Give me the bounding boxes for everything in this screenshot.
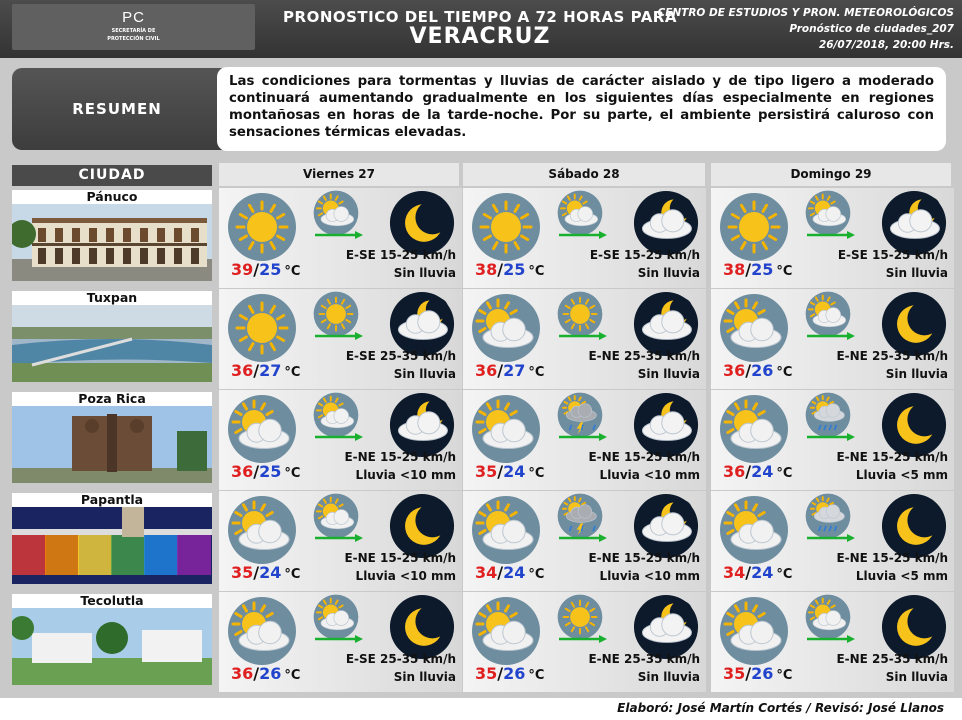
rain-forecast: Lluvia <10 mm	[355, 468, 456, 482]
temperature: 35/24 °C	[475, 462, 545, 481]
temp-unit: °C	[528, 668, 545, 683]
wind-forecast: E-SE 15-25 km/h	[345, 248, 456, 262]
temperature: 36/26 °C	[231, 664, 301, 683]
temp-max: 34	[475, 563, 498, 582]
header-info	[658, 5, 954, 53]
rain-forecast: Sin lluvia	[885, 266, 948, 280]
temp-min: 24	[751, 462, 774, 481]
temp-min: 26	[751, 664, 774, 683]
temp-unit: °C	[284, 264, 301, 279]
city-name: Papantla	[12, 493, 212, 507]
wind-forecast: E-SE 25-35 km/h	[345, 652, 456, 666]
forecast-cell	[219, 390, 462, 490]
moon-icon	[389, 493, 455, 559]
temp-min: 27	[503, 361, 526, 380]
temp-min: 24	[259, 563, 282, 582]
temp-min: 24	[503, 462, 526, 481]
wind-arrow-icon	[559, 332, 607, 340]
credits: Elaboró: José Martín Cortés / Revisó: José Llanos	[617, 701, 944, 715]
rain-forecast: Lluvia <5 mm	[855, 569, 948, 583]
sun-cloud-icon	[471, 596, 541, 666]
temp-unit: °C	[284, 365, 301, 380]
sun-cloud-icon	[557, 190, 605, 234]
page-title	[260, 8, 700, 48]
temp-max: 36	[475, 361, 498, 380]
sun-cloud-icon	[313, 594, 361, 638]
issue-datetime: 26/07/2018, 20:00 Hrs.	[818, 39, 954, 51]
day-header-3: Domingo 29	[711, 163, 951, 186]
temperature: 36/26 °C	[723, 361, 793, 380]
temp-max: 35	[723, 664, 746, 683]
temp-min: 24	[751, 563, 774, 582]
logo-text: PC	[122, 9, 145, 26]
temp-unit: °C	[776, 365, 793, 380]
temp-unit: °C	[528, 365, 545, 380]
moon-cloud-icon	[633, 493, 699, 559]
footer	[0, 698, 962, 720]
wind-arrow-icon	[807, 534, 855, 542]
temperature: 36/27 °C	[231, 361, 301, 380]
sun-cloud-icon	[805, 291, 853, 335]
wind-forecast: E-SE 15-25 km/h	[589, 248, 700, 262]
forecast-cell	[219, 289, 462, 389]
sun-icon	[557, 594, 605, 638]
wind-arrow-icon	[315, 433, 363, 441]
wind-arrow-icon	[807, 231, 855, 239]
temperature: 35/26 °C	[723, 664, 793, 683]
wind-forecast: E-NE 15-25 km/h	[836, 450, 948, 464]
day-header-1: Viernes 27	[219, 163, 459, 186]
sun-cloud-icon	[471, 293, 541, 363]
rain-forecast: Sin lluvia	[393, 266, 456, 280]
resumen-text: Las condiciones para tormentas y lluvias de carácter aislado y de tipo ligero a moderado continuará aumentando gradualmente en los siguientes días especialmente en regiones montañosas en horas de la tarde-noche. Por su parte, el ambiente persistirá caluroso con sensaciones térmicas elevadas.	[217, 67, 946, 151]
wind-forecast: E-NE 25-35 km/h	[588, 652, 700, 666]
forecast-cell	[219, 188, 462, 288]
resumen-label: RESUMEN	[12, 68, 222, 150]
forecast-cell	[463, 491, 706, 591]
moon-icon	[881, 392, 947, 458]
sun-cloud-icon	[805, 190, 853, 234]
wind-arrow-icon	[315, 534, 363, 542]
temp-unit: °C	[776, 466, 793, 481]
rain-forecast: Lluvia <10 mm	[599, 468, 700, 482]
city-name: Pánuco	[12, 190, 212, 204]
rain-forecast: Sin lluvia	[393, 670, 456, 684]
forecast-cell	[711, 188, 954, 288]
pc-logo	[12, 4, 255, 50]
wind-arrow-icon	[807, 635, 855, 643]
temp-min: 25	[259, 260, 282, 279]
sun-cloud-icon	[227, 394, 297, 464]
city-name: Tecolutla	[12, 594, 212, 608]
sun-cloud-icon	[227, 495, 297, 565]
rain-forecast: Lluvia <5 mm	[855, 468, 948, 482]
sun-icon	[719, 192, 789, 262]
rain-forecast: Sin lluvia	[637, 266, 700, 280]
city-row	[0, 188, 962, 288]
sun-cloud-icon	[471, 495, 541, 565]
sun-cloud-icon	[805, 594, 853, 638]
sun-cloud-icon	[719, 495, 789, 565]
forecast-cell	[219, 592, 462, 692]
header-bar	[0, 0, 962, 58]
temperature: 36/24 °C	[723, 462, 793, 481]
city-row	[0, 289, 962, 389]
temp-unit: °C	[776, 567, 793, 582]
sun-icon	[557, 291, 605, 335]
city-photo	[12, 608, 212, 685]
sun-cloud-icon	[227, 596, 297, 666]
city-photo	[12, 406, 212, 483]
moon-icon	[881, 291, 947, 357]
temp-max: 35	[475, 462, 498, 481]
wind-arrow-icon	[559, 534, 607, 542]
city-photo	[12, 204, 212, 281]
moon-cloud-icon	[389, 392, 455, 458]
temp-min: 26	[751, 361, 774, 380]
temperature: 36/25 °C	[231, 462, 301, 481]
forecast-cell	[711, 491, 954, 591]
moon-cloud-icon	[633, 291, 699, 357]
city-column-header: CIUDAD	[12, 165, 212, 186]
temp-max: 36	[231, 462, 254, 481]
wind-forecast: E-NE 15-25 km/h	[588, 450, 700, 464]
temp-max: 36	[231, 361, 254, 380]
storm-icon	[557, 493, 605, 537]
wind-forecast: E-NE 15-25 km/h	[344, 551, 456, 565]
temp-unit: °C	[284, 567, 301, 582]
sun-cloud-icon	[313, 392, 361, 436]
temperature: 34/24 °C	[723, 563, 793, 582]
temperature: 34/24 °C	[475, 563, 545, 582]
moon-icon	[389, 594, 455, 660]
temp-max: 36	[231, 664, 254, 683]
wind-arrow-icon	[807, 433, 855, 441]
temperature: 38/25 °C	[475, 260, 545, 279]
moon-icon	[881, 594, 947, 660]
wind-forecast: E-NE 15-25 km/h	[344, 450, 456, 464]
temp-min: 26	[503, 664, 526, 683]
forecast-cell	[711, 390, 954, 490]
temperature: 36/27 °C	[475, 361, 545, 380]
storm-icon	[557, 392, 605, 436]
temp-min: 24	[503, 563, 526, 582]
sun-cloud-icon	[719, 293, 789, 363]
moon-cloud-icon	[881, 190, 947, 256]
moon-icon	[389, 190, 455, 256]
city-row	[0, 491, 962, 591]
temperature: 35/24 °C	[231, 563, 301, 582]
temp-min: 25	[751, 260, 774, 279]
wind-arrow-icon	[559, 635, 607, 643]
rain-forecast: Sin lluvia	[637, 367, 700, 381]
temp-unit: °C	[776, 264, 793, 279]
forecast-cell	[463, 592, 706, 692]
forecast-cell	[463, 188, 706, 288]
day-header-2: Sábado 28	[463, 163, 705, 186]
forecast-cell	[711, 592, 954, 692]
temp-unit: °C	[284, 668, 301, 683]
temp-min: 25	[259, 462, 282, 481]
wind-forecast: E-NE 25-35 km/h	[588, 349, 700, 363]
temperature: 35/26 °C	[475, 664, 545, 683]
sun-icon	[471, 192, 541, 262]
rain-forecast: Sin lluvia	[393, 367, 456, 381]
temp-min: 26	[259, 664, 282, 683]
moon-cloud-icon	[389, 291, 455, 357]
temp-max: 38	[475, 260, 498, 279]
rain-forecast: Sin lluvia	[885, 670, 948, 684]
temp-max: 39	[231, 260, 254, 279]
moon-cloud-icon	[633, 594, 699, 660]
sun-cloud-icon	[471, 394, 541, 464]
forecast-cell	[711, 289, 954, 389]
city-row	[0, 390, 962, 490]
sun-cloud-icon	[719, 394, 789, 464]
forecast-cell	[463, 289, 706, 389]
temp-unit: °C	[284, 466, 301, 481]
sun-cloud-icon	[719, 596, 789, 666]
moon-icon	[881, 493, 947, 559]
temp-min: 25	[503, 260, 526, 279]
wind-forecast: E-NE 15-25 km/h	[588, 551, 700, 565]
wind-forecast: E-NE 25-35 km/h	[836, 349, 948, 363]
wind-arrow-icon	[559, 433, 607, 441]
temperature: 39/25 °C	[231, 260, 301, 279]
logo-subtitle-2: PROTECCIÓN CIVIL	[107, 36, 160, 42]
city-photo	[12, 507, 212, 584]
city-photo	[12, 305, 212, 382]
sun-icon	[313, 291, 361, 335]
agency-name: CENTRO DE ESTUDIOS Y PRON. METEOROLÓGICOS	[657, 7, 954, 19]
sun-icon	[227, 192, 297, 262]
city-row	[0, 592, 962, 692]
rain-icon	[805, 493, 853, 537]
logo-subtitle-1: SECRETARÍA DE	[111, 28, 156, 34]
bulletin-id: Pronóstico de ciudades_207	[789, 23, 954, 35]
temp-max: 36	[723, 361, 746, 380]
moon-cloud-icon	[633, 392, 699, 458]
sun-icon	[227, 293, 297, 363]
rain-forecast: Lluvia <10 mm	[355, 569, 456, 583]
rain-forecast: Lluvia <10 mm	[599, 569, 700, 583]
forecast-cell	[219, 491, 462, 591]
temp-unit: °C	[528, 264, 545, 279]
rain-forecast: Sin lluvia	[885, 367, 948, 381]
temperature: 38/25 °C	[723, 260, 793, 279]
wind-forecast: E-NE 25-35 km/h	[836, 652, 948, 666]
city-name: Poza Rica	[12, 392, 212, 406]
wind-forecast: E-NE 15-25 km/h	[836, 551, 948, 565]
temp-unit: °C	[528, 466, 545, 481]
wind-arrow-icon	[315, 332, 363, 340]
temp-max: 34	[723, 563, 746, 582]
temp-max: 36	[723, 462, 746, 481]
wind-arrow-icon	[559, 231, 607, 239]
temp-max: 38	[723, 260, 746, 279]
rain-icon	[805, 392, 853, 436]
wind-forecast: E-SE 15-25 km/h	[837, 248, 948, 262]
title-line-2: VERACRUZ	[409, 24, 551, 49]
forecast-cell	[463, 390, 706, 490]
temp-unit: °C	[776, 668, 793, 683]
wind-arrow-icon	[807, 332, 855, 340]
sun-cloud-icon	[313, 190, 361, 234]
temp-min: 27	[259, 361, 282, 380]
city-name: Tuxpan	[12, 291, 212, 305]
wind-arrow-icon	[315, 231, 363, 239]
temp-unit: °C	[528, 567, 545, 582]
title-line-1: PRONOSTICO DEL TIEMPO A 72 HORAS PARA	[283, 8, 677, 26]
wind-forecast: E-SE 25-35 km/h	[345, 349, 456, 363]
rain-forecast: Sin lluvia	[637, 670, 700, 684]
sun-cloud-icon	[313, 493, 361, 537]
temp-max: 35	[231, 563, 254, 582]
wind-arrow-icon	[315, 635, 363, 643]
moon-cloud-icon	[633, 190, 699, 256]
temp-max: 35	[475, 664, 498, 683]
